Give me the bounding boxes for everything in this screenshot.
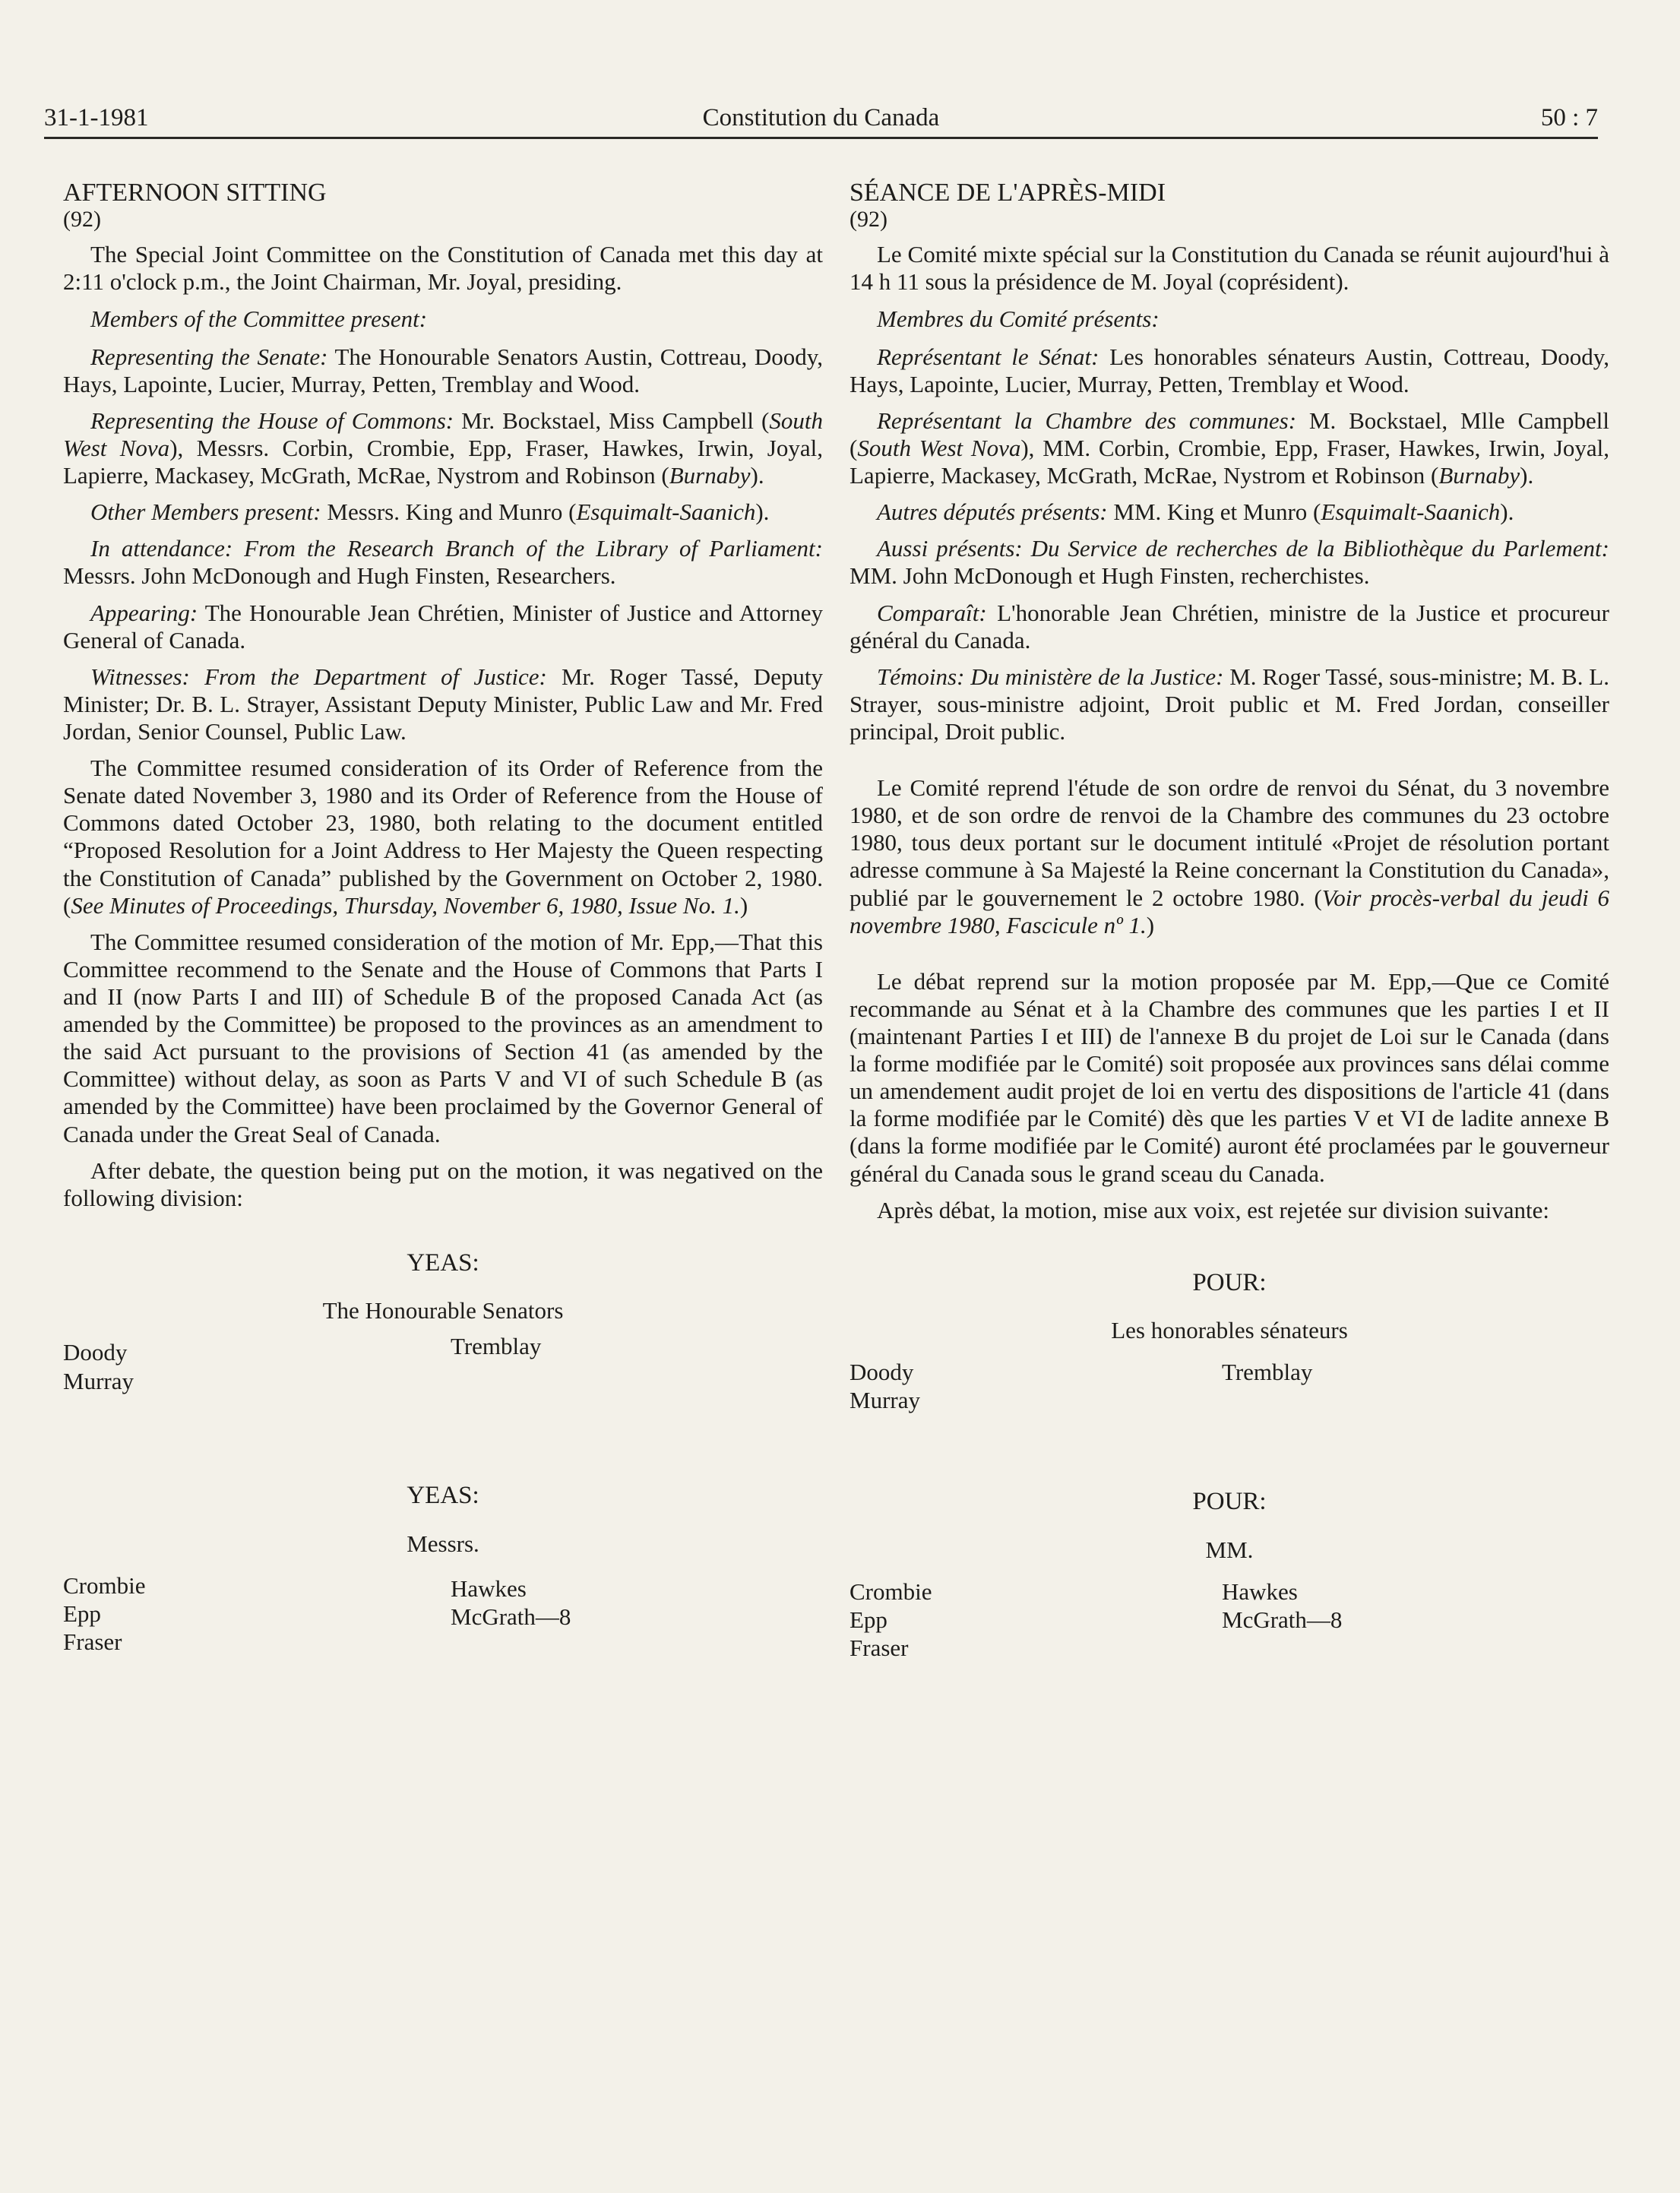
member-name: Tremblay xyxy=(1222,1359,1313,1386)
member-name: Tremblay xyxy=(451,1333,542,1360)
other-text: ). xyxy=(755,498,770,526)
witnesses-text: M. Roger Tassé, sous-ministre; M. B. L. Strayer, sous-ministre adjoint, Droit public et M. Fred Jordan, conseiller principal, Droit public. xyxy=(849,663,1609,745)
member-name: Fraser xyxy=(849,1634,909,1662)
page-header xyxy=(44,97,1598,139)
french-column xyxy=(849,179,1609,1676)
vote-names xyxy=(849,1578,1609,1676)
order-citation: See Minutes of Proceedings, Thursday, November 6, 1980, Issue No. 1. xyxy=(71,891,740,919)
commons-label: Représentant la Chambre des communes: xyxy=(877,407,1297,434)
debate-paragraph: After debate, the question being put on the motion, it was negatived on the following division: xyxy=(63,1157,823,1211)
commons-text: ). xyxy=(1520,462,1534,489)
member-name: Doody xyxy=(849,1359,914,1386)
senate-text: The Honourable Senators Austin, Cottreau, Doody, Hays, Lapointe, Lucier, Murray, Petten, Tremblay and Wood. xyxy=(63,343,823,397)
order-text: Le Comité reprend l'étude de son ordre de renvoi du Sénat, du 3 novembre 1980, et de son ordre de renvoi de la Chambre des communes du 23 octobre 1980, tous deux portant sur le document intitulé «Projet de résolution portant adresse commune à Sa Majesté la Reine concernant la Constitution du Canada», publié par le gouvernement le 2 octobre 1980. ( xyxy=(849,774,1609,911)
attendance-label: In attendance: From the Research Branch of the Library of Parliament: xyxy=(90,535,823,562)
attendance-text: Messrs. John McDonough and Hugh Finsten, Researchers. xyxy=(63,562,616,590)
order-text: ) xyxy=(739,891,748,919)
members-heading: Members of the Committee present: xyxy=(90,305,428,332)
other-text: MM. King et Munro ( xyxy=(1107,498,1321,526)
vote-names xyxy=(63,1571,823,1670)
spacer xyxy=(849,755,1609,774)
vote-title: YEAS: xyxy=(407,1482,479,1510)
commons-text: ). xyxy=(750,462,764,489)
riding: Esquimalt-Saanich xyxy=(1321,498,1501,526)
other-members xyxy=(63,498,823,526)
commons-text: ), MM. Corbin, Crombie, Epp, Fraser, Hawkes, Irwin, Joyal, Lapierre, Mackasey, McGrath, McRae, Nystrom et Robinson ( xyxy=(849,434,1609,489)
vote-subtitle: The Honourable Senators xyxy=(322,1297,564,1324)
other-members xyxy=(849,498,1609,526)
vote-subtitle: Les honorables sénateurs xyxy=(1111,1317,1348,1344)
section-title: AFTERNOON SITTING xyxy=(63,179,327,207)
other-label: Other Members present: xyxy=(90,498,321,526)
senate-members xyxy=(63,343,823,398)
witnesses-text: Mr. Roger Tassé, Deputy Minister; Dr. B. L. Strayer, Assistant Deputy Minister, Public Law and Mr. Fred Jordan, Senior Counsel, Public Law. xyxy=(63,663,823,745)
members-heading: Membres du Comité présents: xyxy=(877,305,1160,332)
senate-label: Représentant le Sénat: xyxy=(877,343,1099,370)
commons-members xyxy=(63,407,823,489)
names-col-1 xyxy=(63,1571,146,1657)
appearing-text: The Honourable Jean Chrétien, Minister of Justice and Attorney General of Canada. xyxy=(63,599,823,653)
other-label: Autres députés présents: xyxy=(877,498,1108,526)
appearing xyxy=(849,600,1609,654)
order-of-reference xyxy=(63,755,823,919)
member-name: Hawkes xyxy=(451,1574,527,1602)
attendance xyxy=(849,535,1609,590)
order-of-reference xyxy=(849,774,1609,939)
vote-names xyxy=(849,1358,1609,1457)
opening-paragraph: The Special Joint Committee on the Constitution of Canada met this day at 2:11 o'clock p.m., the Joint Chairman, Mr. Joyal, presiding. xyxy=(63,241,823,296)
names-col-2 xyxy=(451,1332,541,1360)
vote-title: YEAS: xyxy=(407,1248,479,1277)
english-column xyxy=(63,179,823,1670)
vote-subtitle: MM. xyxy=(1205,1536,1254,1563)
appearing-text: L'honorable Jean Chrétien, ministre de la Justice et procureur général du Canada. xyxy=(849,599,1609,653)
appearing-label: Comparaît: xyxy=(877,599,987,626)
commons-text: ), Messrs. Corbin, Crombie, Epp, Fraser, Hawkes, Irwin, Joyal, Lapierre, Mackasey, McGrath, McRae, Nystrom and Robinson ( xyxy=(63,434,823,489)
vote-title: POUR: xyxy=(1192,1268,1267,1296)
header-page-number: 50 : 7 xyxy=(1540,104,1598,131)
names-col-2 xyxy=(1222,1358,1312,1386)
spacer xyxy=(849,948,1609,968)
commons-members xyxy=(849,407,1609,489)
witnesses xyxy=(849,663,1609,745)
names-col-2 xyxy=(451,1574,571,1631)
section-title: SÉANCE DE L'APRÈS-MIDI xyxy=(849,179,1166,207)
sitting-number: (92) xyxy=(63,207,101,233)
vote-names xyxy=(63,1333,823,1437)
opening-paragraph: Le Comité mixte spécial sur la Constitution du Canada se réunit aujourd'hui à 14 h 11 sous la présidence de M. Joyal (coprésident). xyxy=(849,241,1609,296)
names-col-1 xyxy=(849,1578,932,1663)
commons-text: M. Bockstael, Mlle Campbell ( xyxy=(849,407,1609,461)
member-name: Crombie xyxy=(849,1578,932,1605)
member-name: Murray xyxy=(849,1387,920,1414)
member-name: McGrath—8 xyxy=(451,1603,571,1631)
motion-paragraph: Le débat reprend sur la motion proposée par M. Epp,—Que ce Comité recommande au Sénat et à la Chambre des communes que les parties I et II (maintenant Parties I et III) de l'annexe B du projet de Loi sur le Canada (dans la forme modifiée par le Comité) soit proposée aux provinces sans délai comme un amendement audit projet de loi en vertu des dispositions de l'article 41 (dans la forme modifiée par le Comité) dès que les parties V et VI de ladite annexe B (dans la forme modifiée par le Comité) auront été proclamées par le gouverneur général du Canada sous le grand sceau du Canada. xyxy=(849,967,1609,1187)
witnesses-label: Témoins: Du ministère de la Justice: xyxy=(877,663,1224,690)
attendance-label: Aussi présents: Du Service de recherches de la Bibliothèque du Parlement: xyxy=(877,535,1609,562)
other-text: ). xyxy=(1500,498,1514,526)
names-col-1 xyxy=(63,1338,134,1394)
header-title: Constitution du Canada xyxy=(702,104,940,131)
commons-label: Representing the House of Commons: xyxy=(90,407,454,434)
member-name: Crombie xyxy=(63,1571,146,1599)
names-col-2 xyxy=(1222,1578,1342,1634)
sitting-number: (92) xyxy=(849,207,887,233)
attendance xyxy=(63,535,823,590)
vote-title: POUR: xyxy=(1192,1488,1267,1516)
riding: South West Nova xyxy=(857,434,1021,461)
order-citation: Voir procès-verbal du jeudi 6 novembre 1980, Fascicule nº 1. xyxy=(849,884,1609,938)
motion-paragraph: The Committee resumed consideration of the motion of Mr. Epp,—That this Committee recommend to the Senate and the House of Commons that Parts I and II (now Parts I and III) of Schedule B of the proposed Canada Act (as amended by the Committee) be proposed to the provinces as an amendment to the said Act pursuant to the provisions of Section 41 (as amended by the Committee) without delay, as soon as Parts V and VI of such Schedule B (as amended by the Committee) have been proclaimed by the Governor General of Canada under the Great Seal of Canada. xyxy=(63,928,823,1147)
names-col-1 xyxy=(849,1358,920,1414)
member-name: Fraser xyxy=(63,1628,122,1656)
senate-members xyxy=(849,343,1609,398)
witnesses xyxy=(63,663,823,745)
order-text: The Committee resumed consideration of its Order of Reference from the Senate dated November 3, 1980 and its Order of Reference from the House of Commons dated October 23, 1980, both relating to the document entitled “Proposed Resolution for a Joint Address to Her Majesty the Queen respecting the Constitution of Canada” published by the Government on October 2, 1980. ( xyxy=(63,755,823,919)
member-name: Hawkes xyxy=(1222,1578,1298,1605)
vote-subtitle: Messrs. xyxy=(407,1530,479,1557)
member-name: Epp xyxy=(63,1600,101,1628)
riding: Burnaby xyxy=(1438,462,1520,489)
riding: Esquimalt-Saanich xyxy=(576,498,756,526)
debate-paragraph: Après débat, la motion, mise aux voix, est rejetée sur division suivante: xyxy=(877,1196,1550,1223)
attendance-text: MM. John McDonough et Hugh Finsten, recherchistes. xyxy=(849,562,1370,590)
member-name: Epp xyxy=(849,1606,887,1633)
member-name: Doody xyxy=(63,1339,128,1366)
appearing-label: Appearing: xyxy=(90,599,198,626)
appearing xyxy=(63,600,823,654)
other-text: Messrs. King and Munro ( xyxy=(321,498,577,526)
commons-text: Mr. Bockstael, Miss Campbell ( xyxy=(454,407,770,434)
member-name: Murray xyxy=(63,1367,134,1394)
witnesses-label: Witnesses: From the Department of Justice: xyxy=(90,663,547,690)
member-name: McGrath—8 xyxy=(1222,1606,1343,1633)
header-date: 31-1-1981 xyxy=(44,104,149,131)
riding: South West Nova xyxy=(63,407,823,461)
senate-label: Representing the Senate: xyxy=(90,343,328,370)
order-text: ) xyxy=(1146,911,1155,938)
senate-text: Les honorables sénateurs Austin, Cottreau, Doody, Hays, Lapointe, Lucier, Murray, Petten, Tremblay et Wood. xyxy=(849,343,1609,397)
riding: Burnaby xyxy=(669,462,751,489)
